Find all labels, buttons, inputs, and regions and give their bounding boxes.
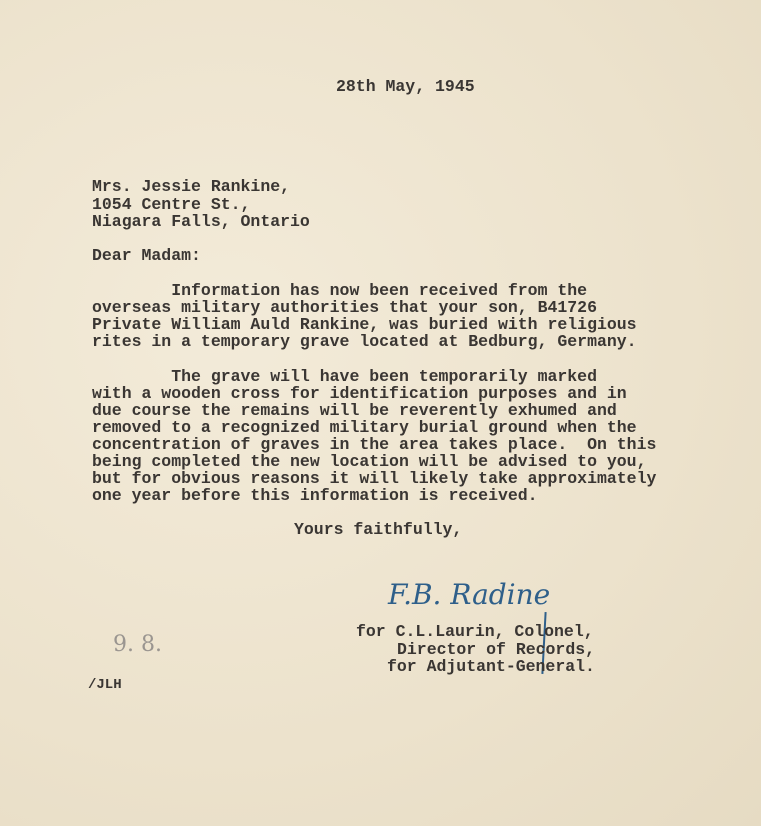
pencil-initials: 9. 8. [113, 632, 162, 657]
paragraph-line: but for obvious reasons it will likely take approximately [92, 469, 657, 488]
paragraph-line: with a wooden cross for identification purposes and in [92, 384, 627, 403]
signature-block-line: Director of Records, [397, 640, 596, 659]
address-line: 1054 Centre St., [92, 195, 251, 214]
paragraph-line: one year before this information is received. [92, 486, 538, 505]
closing: Yours faithfully, [294, 520, 463, 539]
paragraph-line: being completed the new location will be advised to you, [92, 452, 647, 471]
paragraph-line: Information has now been received from the [92, 281, 588, 300]
address-line: Niagara Falls, Ontario [92, 212, 310, 231]
paragraph-line: removed to a recognized military burial ground when the [92, 418, 637, 437]
address-line: Mrs. Jessie Rankine, [92, 177, 291, 196]
reference-initials: /JLH [88, 677, 122, 693]
paragraph-line: overseas military authorities that your son, B41726 [92, 298, 597, 317]
paragraph-line: The grave will have been temporarily marked [92, 367, 597, 386]
letter-date: 28th May, 1945 [336, 77, 475, 96]
handwritten-signature: F.B. Radine [388, 578, 551, 611]
paragraph-line: Private William Auld Rankine, was buried with religious [92, 315, 637, 334]
paragraph-line: due course the remains will be reverently exhumed and [92, 401, 617, 420]
signature-block-line: for C.L.Laurin, Colonel, [356, 622, 594, 641]
paragraph-line: rites in a temporary grave located at Bedburg, Germany. [92, 332, 637, 351]
paragraph-line: concentration of graves in the area takes place. On this [92, 435, 657, 454]
salutation: Dear Madam: [92, 246, 201, 265]
signature-block-line: for Adjutant-General. [387, 657, 595, 676]
